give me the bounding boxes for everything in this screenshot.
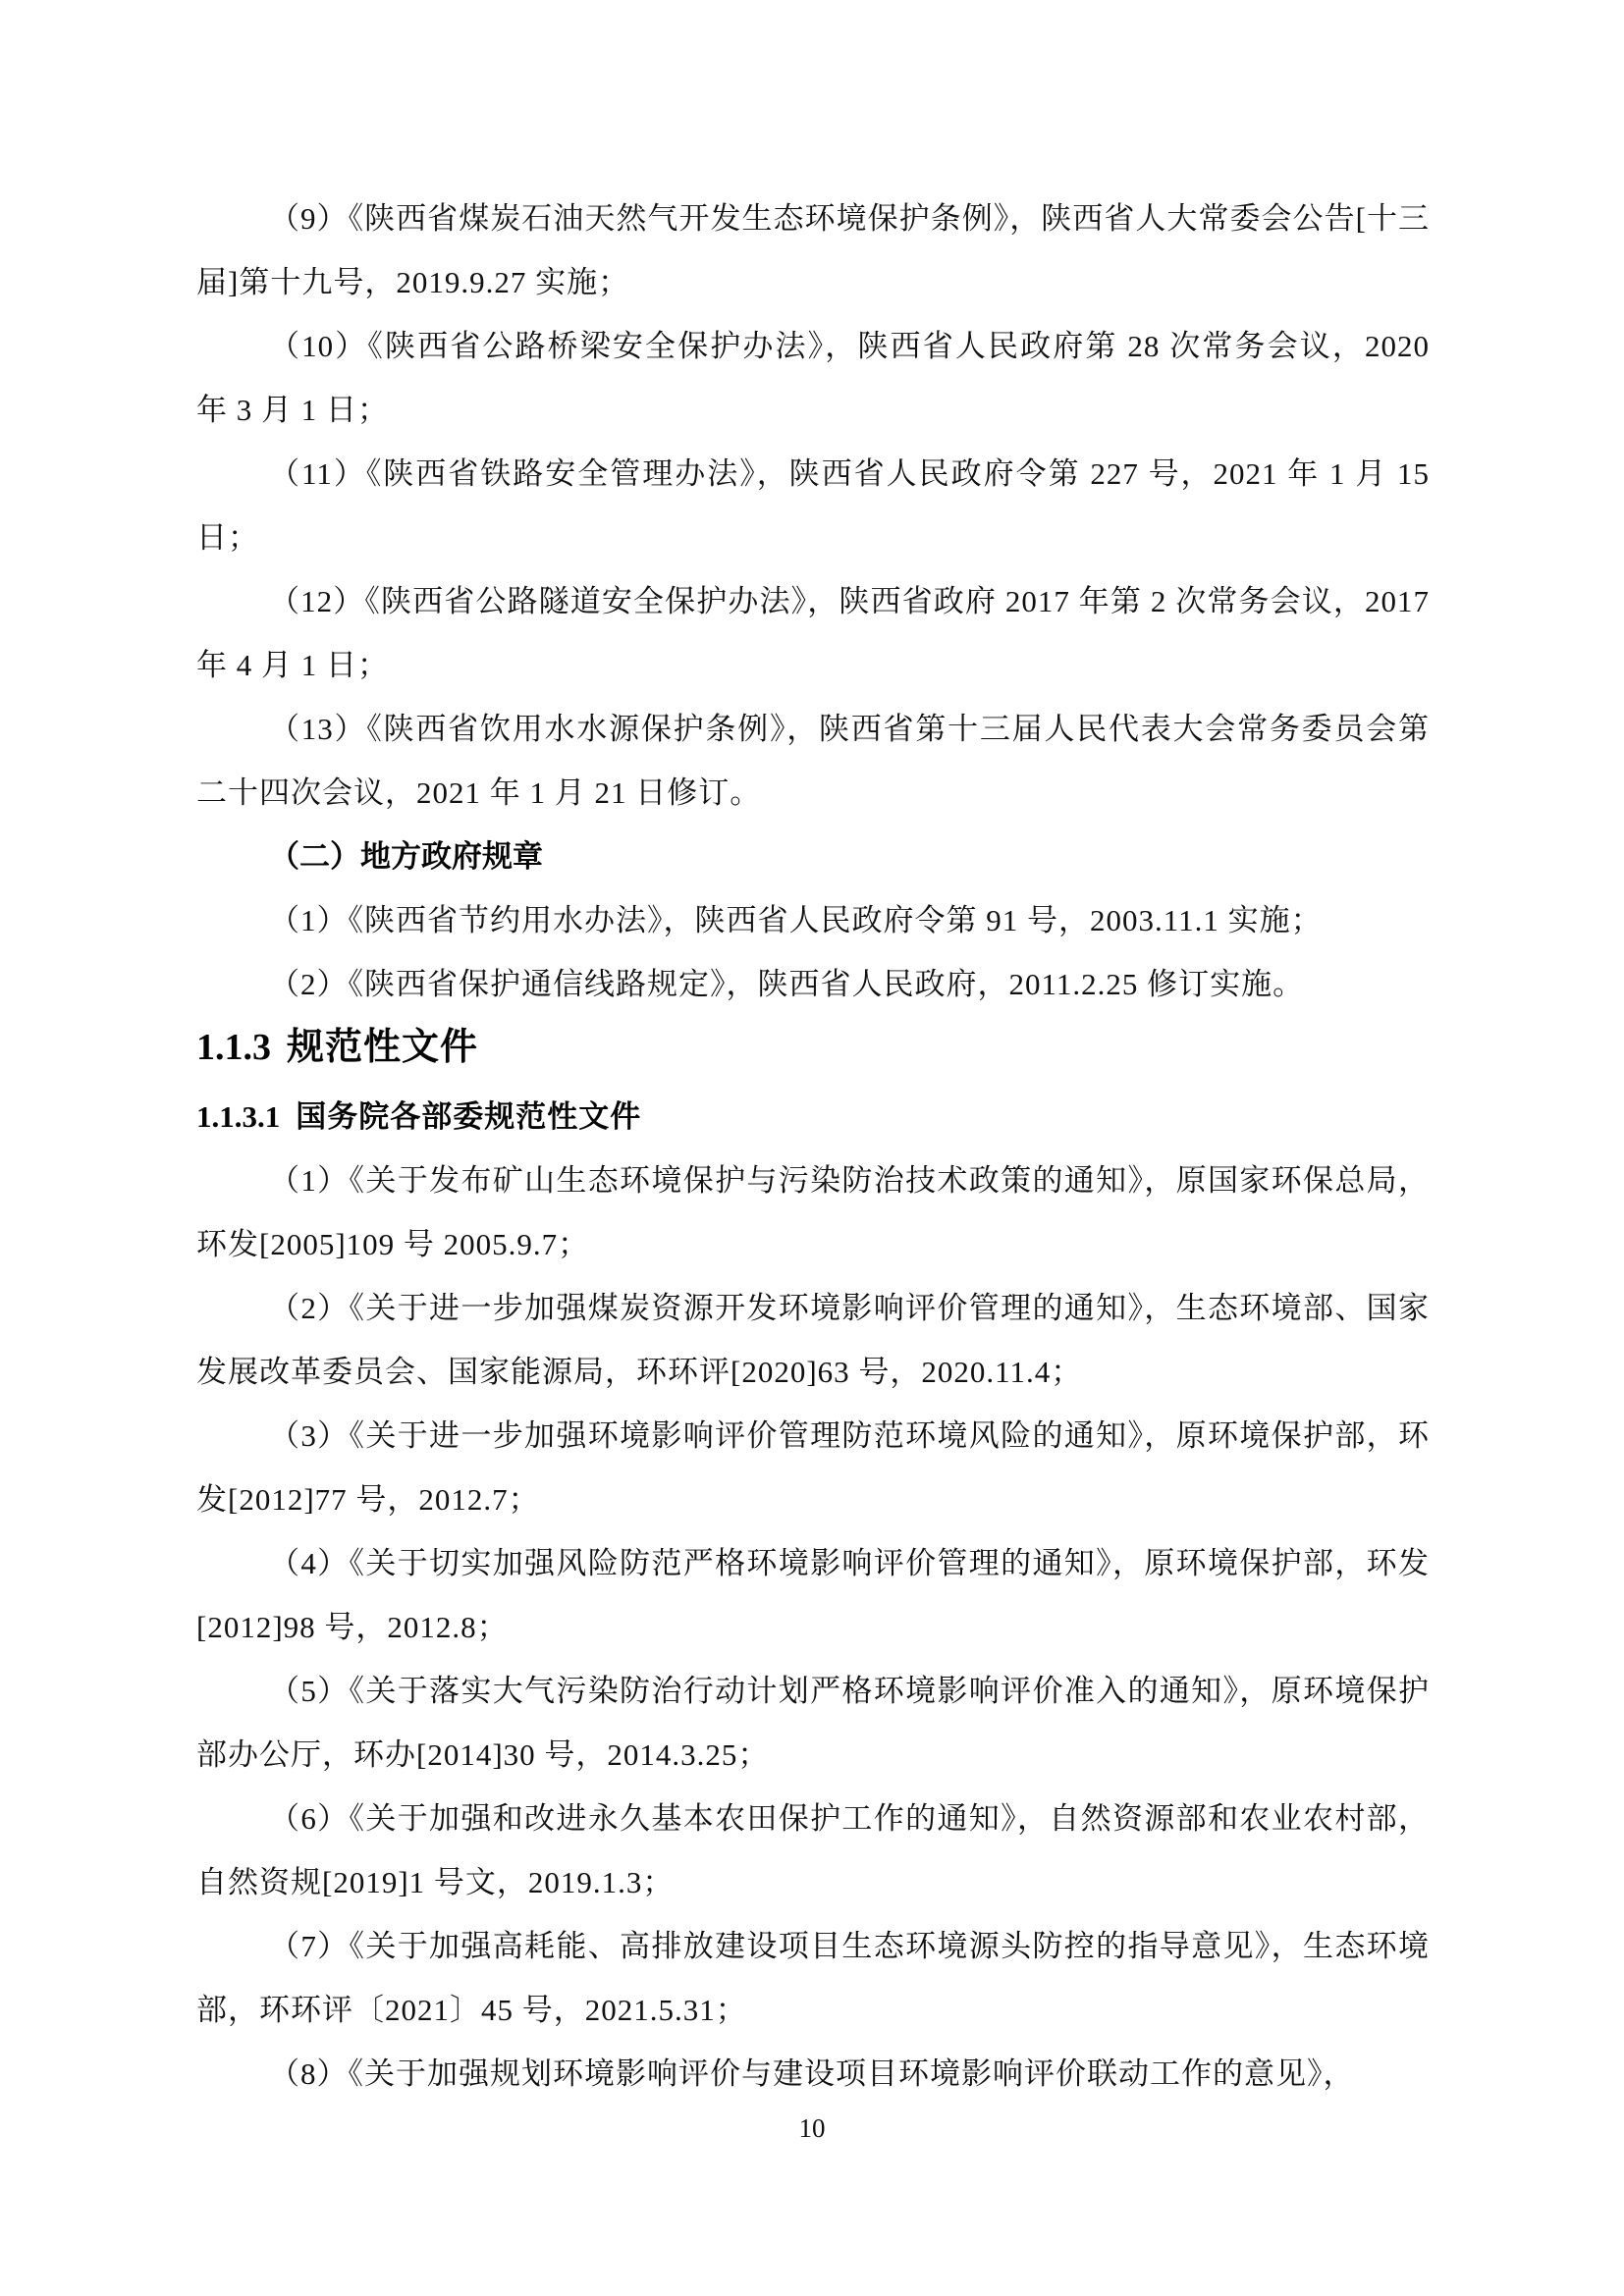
document-body (196, 187, 1430, 2106)
local-government-rules-list (196, 888, 1430, 1016)
page-number: 10 (798, 2113, 826, 2143)
regulation-list-item: （12）《陕西省公路隧道安全保护办法》，陕西省政府 2017 年第 2 次常务会议，2017 年 4 月 1 日； (196, 584, 1430, 682)
regulation-list-item: （1）《陕西省节约用水办法》，陕西省人民政府令第 91 号，2003.11.1 实施； (269, 903, 1323, 937)
section-title: 规范性文件 (287, 1027, 479, 1068)
regulation-list-item: （6）《关于加强和改进永久基本农田保护工作的通知》，自然资源部和农业农村部，自然资规[2019]1 号文，2019.1.3； (196, 1801, 1430, 1899)
local-regulations-list (196, 187, 1430, 825)
regulation-list-item: （3）《关于进一步加强环境影响评价管理防范环境风险的通知》，原环境保护部，环发[2012]77 号，2012.7； (196, 1418, 1430, 1517)
regulation-list-item: （2）《关于进一步加强煤炭资源开发环境影响评价管理的通知》，生态环境部、国家发展改革委员会、国家能源局，环环评[2020]63 号，2020.11.4； (196, 1291, 1430, 1389)
regulation-list-item: （4）《关于切实加强风险防范严格环境影响评价管理的通知》，原环境保护部，环发[2012]98 号，2012.8； (196, 1546, 1430, 1644)
regulation-list-item: （5）《关于落实大气污染防治行动计划严格环境影响评价准入的通知》，原环境保护部办公厅，环办[2014]30 号，2014.3.25； (196, 1674, 1430, 1772)
regulation-list-item: （11）《陕西省铁路安全管理办法》，陕西省人民政府令第 227 号，2021 年 1 月 15 日； (196, 456, 1430, 555)
regulation-list-item: （7）《关于加强高耗能、高排放建设项目生态环境源头防控的指导意见》，生态环境部，环环评〔2021〕45 号，2021.5.31； (196, 1929, 1430, 2027)
regulation-list-item: （13）《陕西省饮用水水源保护条例》，陕西省第十三届人民代表大会常务委员会第二十四次会议，2021 年 1 月 21 日修订。 (196, 712, 1430, 810)
subsection-number: 1.1.3.1 (196, 1099, 281, 1134)
regulation-list-item: （8）《关于加强规划环境影响评价与建设项目环境影响评价联动工作的意见》， (269, 2056, 1355, 2091)
regulation-list-item: （1）《关于发布矿山生态环境保护与污染防治技术政策的通知》，原国家环保总局，环发[2005]109 号 2005.9.7； (196, 1163, 1430, 1261)
section-number: 1.1.3 (196, 1027, 271, 1068)
state-council-documents-list (196, 1148, 1430, 2106)
local-government-rules-heading: （二）地方政府规章 (269, 839, 543, 874)
section-heading-1-1-3-1 (196, 1085, 1430, 1148)
regulation-list-item: （9）《陕西省煤炭石油天然气开发生态环境保护条例》，陕西省人大常委会公告[十三届]第十九号，2019.9.27 实施； (196, 201, 1430, 299)
section-heading-1-1-3 (196, 1016, 1430, 1080)
regulation-list-item: （10）《陕西省公路桥梁安全保护办法》，陕西省人民政府第 28 次常务会议，2020 年 3 月 1 日； (196, 329, 1430, 427)
regulation-list-item: （2）《陕西省保护通信线路规定》，陕西省人民政府，2011.2.25 修订实施。 (269, 967, 1305, 1001)
subsection-title: 国务院各部委规范性文件 (296, 1099, 642, 1134)
